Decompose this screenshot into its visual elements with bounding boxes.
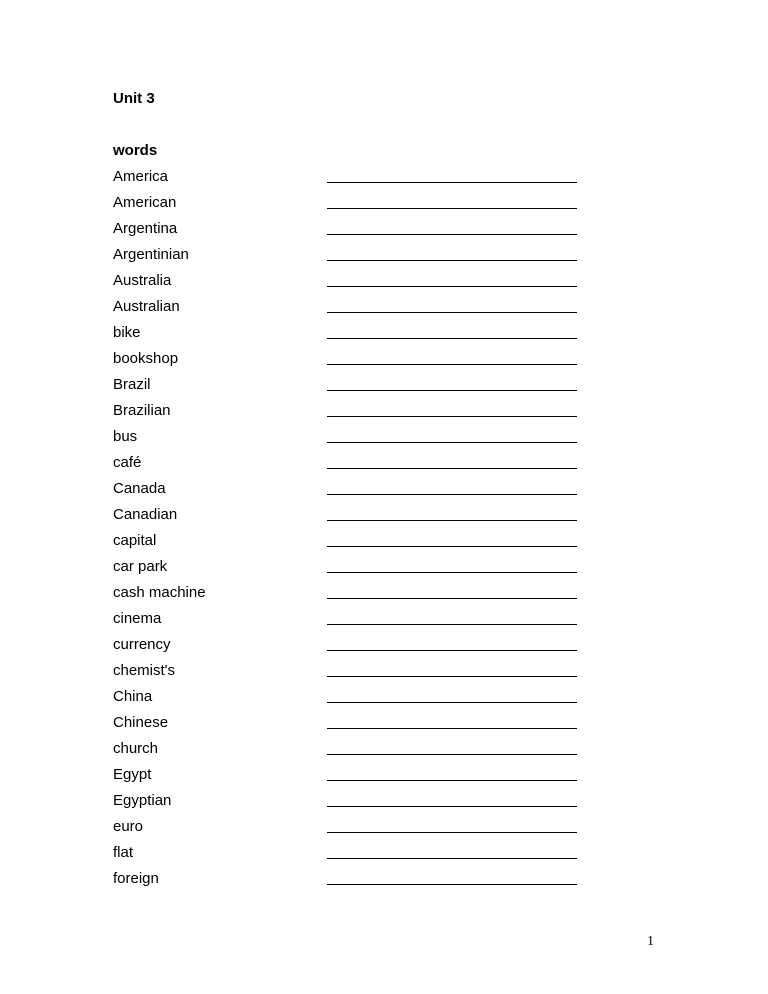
answer-blank-line[interactable] bbox=[327, 312, 577, 313]
word-row bbox=[113, 766, 583, 792]
answer-blank-line[interactable] bbox=[327, 572, 577, 573]
answer-blank-line[interactable] bbox=[327, 884, 577, 885]
answer-blank-line[interactable] bbox=[327, 858, 577, 859]
word-row bbox=[113, 194, 583, 220]
answer-blank-line[interactable] bbox=[327, 650, 577, 651]
word-label: Australia bbox=[113, 272, 172, 289]
word-label: flat bbox=[113, 844, 134, 861]
answer-blank-line[interactable] bbox=[327, 442, 577, 443]
answer-blank-line[interactable] bbox=[327, 338, 577, 339]
word-row bbox=[113, 168, 583, 194]
answer-blank-line[interactable] bbox=[327, 208, 577, 209]
word-row bbox=[113, 870, 583, 896]
word-row bbox=[113, 558, 583, 584]
word-label: Argentinian bbox=[113, 246, 189, 263]
word-row bbox=[113, 506, 583, 532]
word-label: cinema bbox=[113, 610, 162, 627]
word-row bbox=[113, 220, 583, 246]
word-label: euro bbox=[113, 818, 144, 835]
word-label: currency bbox=[113, 636, 171, 653]
word-label: capital bbox=[113, 532, 157, 549]
word-row bbox=[113, 610, 583, 636]
word-label: cash machine bbox=[113, 584, 206, 601]
answer-blank-line[interactable] bbox=[327, 702, 577, 703]
word-label: Egypt bbox=[113, 766, 152, 783]
answer-blank-line[interactable] bbox=[327, 780, 577, 781]
answer-blank-line[interactable] bbox=[327, 832, 577, 833]
answer-blank-line[interactable] bbox=[327, 494, 577, 495]
word-label: Brazil bbox=[113, 376, 151, 393]
section-heading: words bbox=[113, 142, 158, 159]
word-row bbox=[113, 272, 583, 298]
word-row bbox=[113, 792, 583, 818]
word-row bbox=[113, 480, 583, 506]
answer-blank-line[interactable] bbox=[327, 676, 577, 677]
unit-title: Unit 3 bbox=[113, 90, 155, 107]
answer-blank-line[interactable] bbox=[327, 468, 577, 469]
word-row bbox=[113, 428, 583, 454]
page-number: 1 bbox=[647, 934, 654, 949]
word-label: bookshop bbox=[113, 350, 179, 367]
answer-blank-line[interactable] bbox=[327, 260, 577, 261]
answer-blank-line[interactable] bbox=[327, 416, 577, 417]
answer-blank-line[interactable] bbox=[327, 390, 577, 391]
word-row bbox=[113, 714, 583, 740]
answer-blank-line[interactable] bbox=[327, 806, 577, 807]
word-row bbox=[113, 662, 583, 688]
word-label: Argentina bbox=[113, 220, 178, 237]
answer-blank-line[interactable] bbox=[327, 286, 577, 287]
answer-blank-line[interactable] bbox=[327, 754, 577, 755]
word-label: chemist's bbox=[113, 662, 176, 679]
word-label: America bbox=[113, 168, 169, 185]
word-row bbox=[113, 532, 583, 558]
word-label: church bbox=[113, 740, 159, 757]
word-label: China bbox=[113, 688, 153, 705]
answer-blank-line[interactable] bbox=[327, 520, 577, 521]
word-label: Australian bbox=[113, 298, 180, 315]
answer-blank-line[interactable] bbox=[327, 364, 577, 365]
word-list bbox=[113, 168, 583, 896]
answer-blank-line[interactable] bbox=[327, 182, 577, 183]
word-row bbox=[113, 324, 583, 350]
word-row bbox=[113, 298, 583, 324]
answer-blank-line[interactable] bbox=[327, 624, 577, 625]
word-row bbox=[113, 402, 583, 428]
word-row bbox=[113, 636, 583, 662]
answer-blank-line[interactable] bbox=[327, 598, 577, 599]
word-row bbox=[113, 246, 583, 272]
answer-blank-line[interactable] bbox=[327, 546, 577, 547]
word-label: Canadian bbox=[113, 506, 178, 523]
word-row bbox=[113, 454, 583, 480]
word-label: Brazilian bbox=[113, 402, 171, 419]
word-label: Chinese bbox=[113, 714, 169, 731]
word-label: Canada bbox=[113, 480, 166, 497]
word-row bbox=[113, 688, 583, 714]
word-label: bus bbox=[113, 428, 138, 445]
word-row bbox=[113, 350, 583, 376]
answer-blank-line[interactable] bbox=[327, 234, 577, 235]
word-label: American bbox=[113, 194, 177, 211]
word-row bbox=[113, 818, 583, 844]
word-row bbox=[113, 376, 583, 402]
word-row bbox=[113, 740, 583, 766]
word-label: bike bbox=[113, 324, 141, 341]
word-label: foreign bbox=[113, 870, 159, 887]
word-row bbox=[113, 584, 583, 610]
word-label: car park bbox=[113, 558, 168, 575]
word-label: café bbox=[113, 454, 142, 471]
word-row bbox=[113, 844, 583, 870]
word-label: Egyptian bbox=[113, 792, 172, 809]
answer-blank-line[interactable] bbox=[327, 728, 577, 729]
